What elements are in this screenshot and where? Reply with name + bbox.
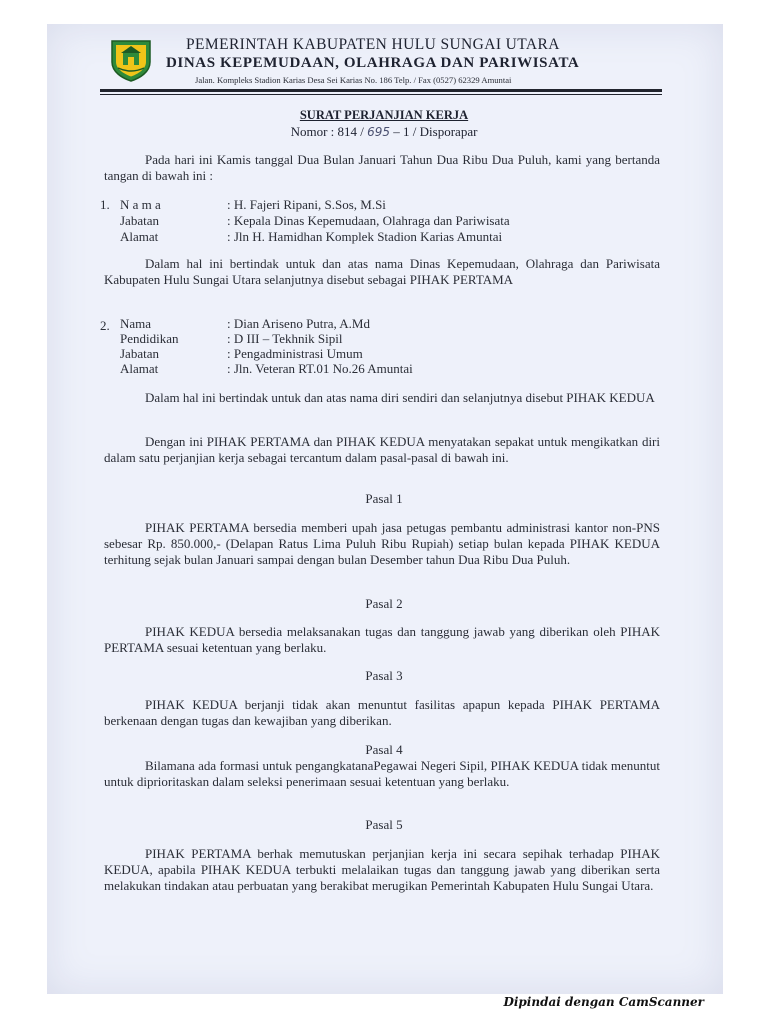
letter-number-suffix: – 1 / Disporapar [390, 124, 478, 139]
pasal-1-text: PIHAK PERTAMA bersedia memberi upah jasa petugas pembantu administrasi kantor non-PNS sebesar Rp. 850.000,- (Delapan Ratus Lima Puluh Ribu Rupiah) setiap bulan kepada PIHAK KEDUA terhitung sejak bulan Januari sampai dengan bulan Desember tahun Dua Ribu Dua Puluh. [104, 520, 660, 567]
regency-emblem-logo [108, 38, 154, 82]
party1-name-value: : H. Fajeri Ripani, S.Sos, M.Si [227, 197, 386, 212]
letterhead-rule-thick [100, 89, 662, 92]
party2-address-label: Alamat [120, 361, 159, 376]
party2-education-label: Pendidikan [120, 331, 179, 346]
intro-paragraph: Pada hari ini Kamis tanggal Dua Bulan Januari Tahun Dua Ribu Dua Puluh, kami yang bertanda tangan di bawah ini : [104, 152, 660, 183]
party2-education-value: : D III – Tekhnik Sipil [227, 331, 343, 346]
pasal-3-heading: Pasal 3 [365, 668, 403, 683]
party1-number: 1. [100, 197, 110, 212]
party2-address-value: : Jln. Veteran RT.01 No.26 Amuntai [227, 361, 413, 376]
party2-name-label: Nama [120, 316, 152, 331]
party2-position-value: : Pengadministrasi Umum [227, 346, 363, 361]
party1-address-label: Alamat [120, 229, 159, 244]
party2-statement: Dalam hal ini bertindak untuk dan atas nama diri sendiri dan selanjutnya disebut PIHAK KEDUA [145, 390, 655, 405]
letter-number [0, 124, 768, 140]
party1-name-label: N a m a [120, 197, 161, 212]
pasal-1-heading: Pasal 1 [365, 491, 403, 506]
party2-name-value: : Dian Ariseno Putra, A.Md [227, 316, 370, 331]
pasal-4-text: Bilamana ada formasi untuk pengangkatanaPegawai Negeri Sipil, PIHAK KEDUA tidak menuntut untuk diprioritaskan dalam seleksi penerimaan sesuai ketentuan yang berlaku. [104, 758, 660, 789]
letter-title: SURAT PERJANJIAN KERJA [299, 108, 469, 122]
party2-position-label: Jabatan [120, 346, 159, 361]
pasal-5-text: PIHAK PERTAMA berhak memutuskan perjanjian kerja ini secara sepihak terhadap PIHAK KEDUA, apabila PIHAK KEDUA terbukti melalaikan tugas dan tanggung jawab yang diberikan serta melakukan tindakan atau perbuatan yang berakibat merugikan Pemerintah Kabupaten Hulu Sungai Utara. [104, 846, 660, 893]
letterhead-address: Jalan. Kompleks Stadion Karias Desa Sei Karias No. 186 Telp. / Fax (0527) 62329 Amuntai [195, 75, 512, 85]
pasal-2-heading: Pasal 2 [365, 596, 403, 611]
letter-number-handwritten: 695 [367, 125, 391, 139]
letterhead-rule-thin [100, 94, 662, 95]
party1-position-label: Jabatan [120, 213, 159, 228]
agreement-paragraph: Dengan ini PIHAK PERTAMA dan PIHAK KEDUA menyatakan sepakat untuk mengikatkan diri dalam satu perjanjian kerja sebagai tercantum dalam pasal-pasal di bawah ini. [104, 434, 660, 465]
party1-address-value: : Jln H. Hamidhan Komplek Stadion Karias Amuntai [227, 229, 503, 244]
letter-number-prefix: Nomor : 814 / [290, 124, 368, 139]
pasal-3-text: PIHAK KEDUA berjanji tidak akan menuntut fasilitas apapun kepada PIHAK PERTAMA berkenaan dengan tugas dan kewajiban yang diberikan. [104, 697, 660, 728]
pasal-5-heading: Pasal 5 [365, 817, 403, 832]
scanner-watermark: Dipindai dengan CamScanner [503, 995, 704, 1009]
party2-number: 2. [100, 318, 110, 333]
party1-statement: Dalam hal ini bertindak untuk dan atas nama Dinas Kepemudaan, Olahraga dan Pariwisata Kabupaten Hulu Sungai Utara selanjutnya disebut sebagai PIHAK PERTAMA [104, 256, 660, 287]
pasal-4-heading: Pasal 4 [365, 742, 403, 757]
letterhead-department: DINAS KEPEMUDAAN, OLAHRAGA DAN PARIWISATA [166, 55, 580, 71]
party1-position-value: : Kepala Dinas Kepemudaan, Olahraga dan Pariwisata [227, 213, 510, 228]
pasal-2-text: PIHAK KEDUA bersedia melaksanakan tugas dan tanggung jawab yang diberikan oleh PIHAK PERTAMA sesuai ketentuan yang berlaku. [104, 624, 660, 655]
letterhead-government: PEMERINTAH KABUPATEN HULU SUNGAI UTARA [186, 36, 560, 53]
